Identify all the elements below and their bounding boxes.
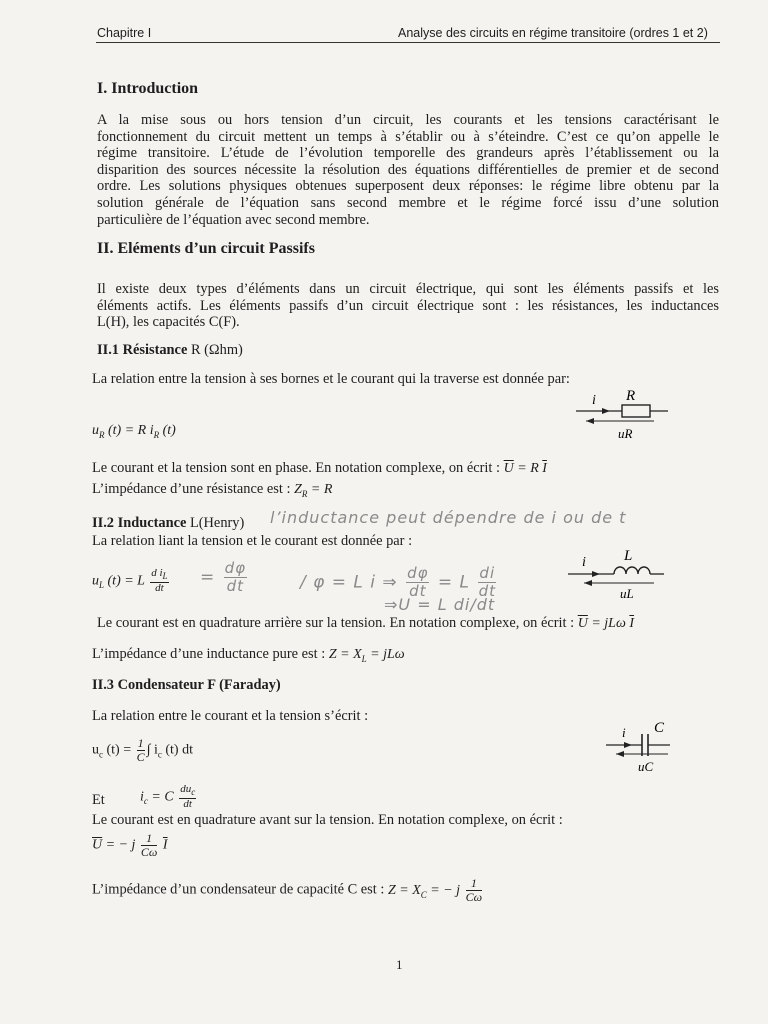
resistor-voltage-label: uR — [618, 426, 633, 440]
inductor-diagram — [564, 542, 668, 602]
capacitor-current-label: i — [622, 725, 626, 740]
inductance-quadrature-sentence: Le courant est en quadrature arrière sur la tension. En notation complexe, on écrit : — [97, 615, 575, 631]
inductance-quadrature-eq: $\overline{U} = jL\omega$ $\overline{I}$ — [577, 616, 635, 631]
capacitor-impedance-eq: $Z = X_C$ = − j $\frac{1}{C\omega}$ — [387, 876, 483, 904]
resistor-diagram — [572, 384, 672, 440]
inductance-handwritten-note: l’inductance peut dépendre de i ou de t — [270, 508, 627, 527]
capacitor-impedance-sentence: L’impédance d’un condensateur de capacité C est : — [92, 881, 385, 898]
resistance-impedance-sentence: L’impédance d’une résistance est : — [92, 481, 291, 497]
capacitor-relation: La relation entre le courant et la tension s’écrit : — [92, 708, 369, 724]
inductance-handwritten-eq3: ⇒U = L di/dt — [384, 595, 496, 614]
inductance-relation: La relation liant la tension et le courant est donnée par : — [92, 533, 413, 549]
capacitor-et-equation: $i_c = C$ $\frac{du_c}{dt}$ — [140, 783, 196, 811]
page-number: 1 — [396, 957, 403, 972]
inductance-impedance — [92, 646, 405, 664]
inductance-heading-rest: L(Henry) — [186, 515, 245, 531]
intro-line: ordre. Les solutions physiques obtenues superposent deux réponses: le régime libre obtenu par la — [97, 178, 719, 195]
header-rule — [96, 42, 720, 43]
resistance-phase-eq: $\overline{U} = R$ $\overline{I}$ — [503, 461, 547, 476]
intro-paragraph — [97, 112, 719, 228]
section2-line: L(H), les capacités C(F). — [97, 314, 240, 331]
intro-line: A la mise sous ou hors tension d’un circuit, les courants et les tensions caractérisant le — [97, 112, 719, 128]
intro-line: régime transitoire. L’étude de l’évolution temporelle des grandeurs après l’établissement ou la — [97, 145, 719, 162]
capacitor-et-label: Et — [92, 792, 105, 808]
intro-line: solution générale de l’équation sans second membre et le régime forcé issu d’une solution — [97, 194, 719, 211]
resistance-phase-text — [92, 460, 547, 477]
intro-title: I. Introduction — [97, 80, 199, 97]
inductance-heading — [92, 515, 244, 532]
inductance-equation: $u_L$ (t) = L $\frac{d i_L}{dt}$ — [92, 567, 168, 595]
capacitor-impedance — [92, 877, 484, 904]
header-chapter: Chapitre I — [97, 26, 152, 40]
inductance-handwritten-eq1: = $\frac{d\varphi}{dt}$ — [200, 559, 247, 595]
inductance-impedance-eq: $Z = X_L = jL\omega$ — [328, 647, 405, 664]
intro-line: disparition des sources nécessite la résolution des équations différentielles de premier et de second — [97, 161, 719, 178]
capacitor-complex-eq: $\overline{U}$ = − j $\frac{1}{C\omega}$ $\overline{I}$ — [92, 831, 168, 859]
section2-title: II. Eléments d’un circuit Passifs — [97, 240, 315, 257]
resistor-current-label: i — [592, 393, 596, 408]
inductance-impedance-sentence: L’impédance d’une inductance pure est : — [92, 646, 326, 662]
header-title: Analyse des circuits en régime transitoire (ordres 1 et 2) — [398, 26, 708, 40]
inductor-current-label: i — [582, 555, 586, 570]
section2-line: Il existe deux types d’éléments dans un circuit électrique, qui sont les éléments passifs et les — [97, 281, 719, 297]
capacitor-heading: II.3 Condensateur F (Faraday) — [92, 677, 281, 693]
resistance-heading-rest: R (Ωhm) — [187, 342, 243, 358]
intro-line: particulière de l’équation avec second membre. — [97, 211, 370, 228]
resistor-label: R — [626, 388, 636, 404]
capacitor-diagram — [604, 716, 676, 774]
resistance-impedance — [92, 481, 332, 499]
capacitor-equation: $u_c$ (t) = $\frac{1}{C}$ ∫ $i_c$ (t) dt — [92, 736, 193, 764]
resistance-relation: La relation entre la tension à ses bornes et le courant qui la traverse est donnée par: — [92, 371, 570, 387]
inductor-voltage-label: uL — [620, 586, 634, 601]
capacitor-label: C — [654, 720, 665, 736]
inductor-label: L — [624, 548, 633, 564]
capacitor-quadrature: Le courant est en quadrature avant sur la tension. En notation complexe, on écrit : — [92, 812, 563, 828]
capacitor-voltage-label: uC — [638, 759, 654, 774]
resistance-equation: $u_R$ (t) = R $i_R$ (t) — [92, 423, 176, 440]
section2-line: éléments actifs. Les éléments passifs d’un circuit électrique sont : les résistances, les inductances — [97, 297, 719, 314]
intro-line: fonctionnement du circuit mettent un temps à s’établir ou à s’éteindre. C’est ce qu’on appelle le — [97, 128, 719, 145]
resistance-heading — [97, 342, 243, 359]
inductance-heading-bold: II.2 Inductance — [92, 515, 187, 531]
resistance-phase-sentence: Le courant et la tension sont en phase. En notation complexe, on écrit : — [92, 460, 501, 476]
inductance-handwritten-eq2: / φ = L i ⇒ $\frac{d\varphi}{dt}$ = L $\frac{di}{dt}$ — [300, 564, 496, 600]
inductance-quadrature — [97, 615, 634, 632]
resistance-heading-bold: II.1 Résistance — [97, 342, 188, 358]
section2-paragraph — [97, 281, 719, 331]
resistance-impedance-eq: $Z_R = R$ — [294, 482, 333, 499]
